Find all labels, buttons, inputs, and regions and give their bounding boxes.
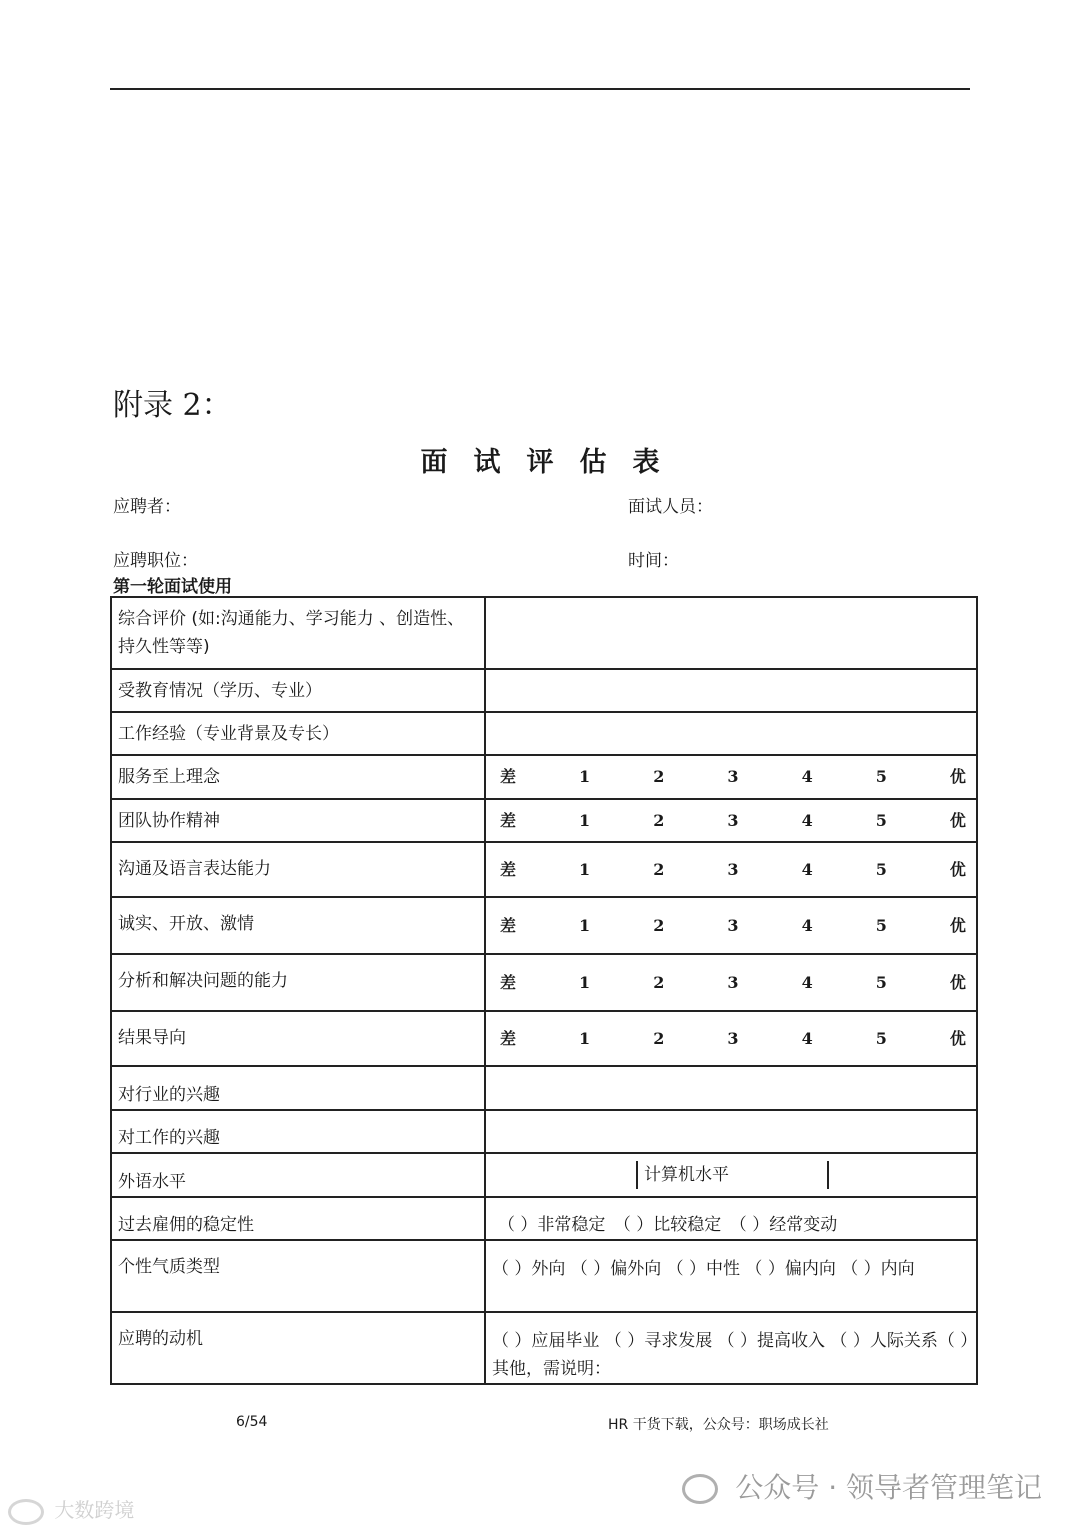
scale-3[interactable]: 3 — [727, 859, 739, 879]
language-computer-cell — [485, 1153, 977, 1197]
scale-5[interactable]: 5 — [875, 972, 887, 992]
table-row — [111, 1197, 977, 1240]
row-label-teamwork: 团队协作精神 — [111, 799, 485, 842]
scale-low-label: 差 — [500, 915, 517, 935]
scale-high-label: 优 — [949, 915, 966, 935]
footer-source: HR 干货下载，公众号：职场成长社 — [608, 1417, 829, 1433]
applicant-field: 应聘者： — [113, 497, 181, 517]
input-cell-work-interest[interactable] — [485, 1110, 977, 1153]
row-label-personality: 个性气质类型 — [111, 1240, 485, 1312]
input-cell-education[interactable] — [485, 669, 977, 712]
input-cell-overall[interactable] — [485, 597, 977, 669]
row-label-computer: 计算机水平 — [644, 1165, 729, 1185]
scale-low-label: 差 — [500, 972, 517, 992]
row-label-service: 服务至上理念 — [111, 755, 485, 799]
row-label-education: 受教育情况（学历、专业） — [111, 669, 485, 712]
table-row — [111, 669, 977, 712]
row-label-problem-solving: 分析和解决问题的能力 — [111, 954, 485, 1011]
input-cell-language[interactable] — [486, 1161, 638, 1189]
scale-high-label: 优 — [949, 810, 966, 830]
scale-2[interactable]: 2 — [653, 915, 665, 935]
table-row — [111, 1240, 977, 1312]
table-row — [111, 1110, 977, 1153]
row-label-motivation: 应聘的动机 — [111, 1312, 485, 1384]
position-field: 应聘职位： — [113, 551, 198, 571]
stability-options[interactable]: （ ）非常稳定 （ ）比较稳定 （ ）经常变动 — [485, 1197, 977, 1240]
rated-row — [111, 755, 977, 799]
row-label-language: 外语水平 — [111, 1153, 485, 1197]
table-row — [111, 712, 977, 755]
table-row — [111, 1066, 977, 1110]
scale-5[interactable]: 5 — [875, 810, 887, 830]
document-title: 面试评估表 — [420, 447, 686, 478]
interviewer-field: 面试人员： — [628, 497, 713, 517]
brand-logo-icon — [8, 1499, 44, 1525]
scale-1[interactable]: 1 — [579, 810, 591, 830]
watermark-left — [8, 1494, 134, 1525]
scale-low-label: 差 — [500, 767, 517, 786]
scale-3[interactable]: 3 — [727, 810, 739, 830]
row-label-stability: 过去雇佣的稳定性 — [111, 1197, 485, 1240]
row-label-overall: 综合评价 (如:沟通能力、学习能力 、创造性、持久性等等) — [111, 597, 485, 669]
scale-1[interactable]: 1 — [579, 1028, 591, 1048]
scale-2[interactable]: 2 — [653, 859, 665, 879]
table-row — [111, 597, 977, 669]
row-label-industry-interest: 对行业的兴趣 — [111, 1066, 485, 1110]
scale-2[interactable]: 2 — [653, 972, 665, 992]
scale-4[interactable]: 4 — [801, 1028, 813, 1048]
table-row — [111, 1153, 977, 1197]
table-row — [111, 1312, 977, 1384]
scale-3[interactable]: 3 — [727, 1028, 739, 1048]
scale-1[interactable]: 1 — [579, 859, 591, 879]
rating-scale[interactable] — [485, 1011, 977, 1066]
rating-scale[interactable] — [485, 799, 977, 842]
scale-high-label: 优 — [949, 1028, 966, 1048]
scale-5[interactable]: 5 — [875, 915, 887, 935]
appendix-label: 附录 2： — [113, 388, 232, 423]
page-number: 6/54 — [236, 1414, 268, 1430]
watermark-left-text: 大数跨境 — [54, 1498, 135, 1522]
scale-4[interactable]: 4 — [801, 859, 813, 879]
scale-3[interactable]: 3 — [727, 767, 739, 786]
watermark-right — [682, 1466, 1042, 1506]
scale-low-label: 差 — [500, 1028, 517, 1048]
scale-1[interactable]: 1 — [579, 972, 591, 992]
scale-1[interactable]: 1 — [579, 767, 591, 786]
evaluation-table — [110, 596, 978, 1385]
rated-row — [111, 897, 977, 954]
scale-3[interactable]: 3 — [727, 972, 739, 992]
time-field: 时间： — [628, 551, 679, 571]
scale-2[interactable]: 2 — [653, 767, 665, 786]
scale-2[interactable]: 2 — [653, 810, 665, 830]
section-label: 第一轮面试使用 — [113, 577, 232, 597]
input-cell-industry-interest[interactable] — [485, 1066, 977, 1110]
row-label-results: 结果导向 — [111, 1011, 485, 1066]
scale-high-label: 优 — [949, 972, 966, 992]
scale-5[interactable]: 5 — [875, 859, 887, 879]
rating-scale[interactable] — [485, 897, 977, 954]
rated-row — [111, 842, 977, 897]
scale-high-label: 优 — [949, 767, 966, 786]
computer-label-cell — [638, 1161, 829, 1189]
scale-1[interactable]: 1 — [579, 915, 591, 935]
rated-row — [111, 1011, 977, 1066]
scale-4[interactable]: 4 — [801, 972, 813, 992]
row-label-communication: 沟通及语言表达能力 — [111, 842, 485, 897]
scale-4[interactable]: 4 — [801, 915, 813, 935]
row-label-honesty: 诚实、开放、激情 — [111, 897, 485, 954]
watermark-right-text: 公众号 · 领导者管理笔记 — [735, 1471, 1042, 1504]
rating-scale[interactable] — [485, 755, 977, 799]
scale-low-label: 差 — [500, 810, 517, 830]
motivation-options[interactable]: （ ）应届毕业 （ ）寻求发展 （ ）提高收入 （ ）人际关系（ ）其他，需说明： — [485, 1312, 977, 1384]
rated-row — [111, 954, 977, 1011]
input-cell-experience[interactable] — [485, 712, 977, 755]
row-label-experience: 工作经验（专业背景及专长） — [111, 712, 485, 755]
scale-2[interactable]: 2 — [653, 1028, 665, 1048]
wechat-icon — [682, 1474, 718, 1504]
rated-row — [111, 799, 977, 842]
rating-scale[interactable] — [485, 842, 977, 897]
scale-3[interactable]: 3 — [727, 915, 739, 935]
personality-options[interactable]: （ ）外向 （ ）偏外向 （ ）中性 （ ）偏内向 （ ）内向 — [485, 1240, 977, 1312]
header-rule — [110, 88, 970, 90]
scale-5[interactable]: 5 — [875, 767, 887, 786]
rating-scale[interactable] — [485, 954, 977, 1011]
scale-high-label: 优 — [949, 859, 966, 879]
scale-4[interactable]: 4 — [801, 767, 813, 786]
input-cell-computer[interactable] — [829, 1161, 976, 1189]
row-label-work-interest: 对工作的兴趣 — [111, 1110, 485, 1153]
scale-low-label: 差 — [500, 859, 517, 879]
scale-4[interactable]: 4 — [801, 810, 813, 830]
scale-5[interactable]: 5 — [875, 1028, 887, 1048]
